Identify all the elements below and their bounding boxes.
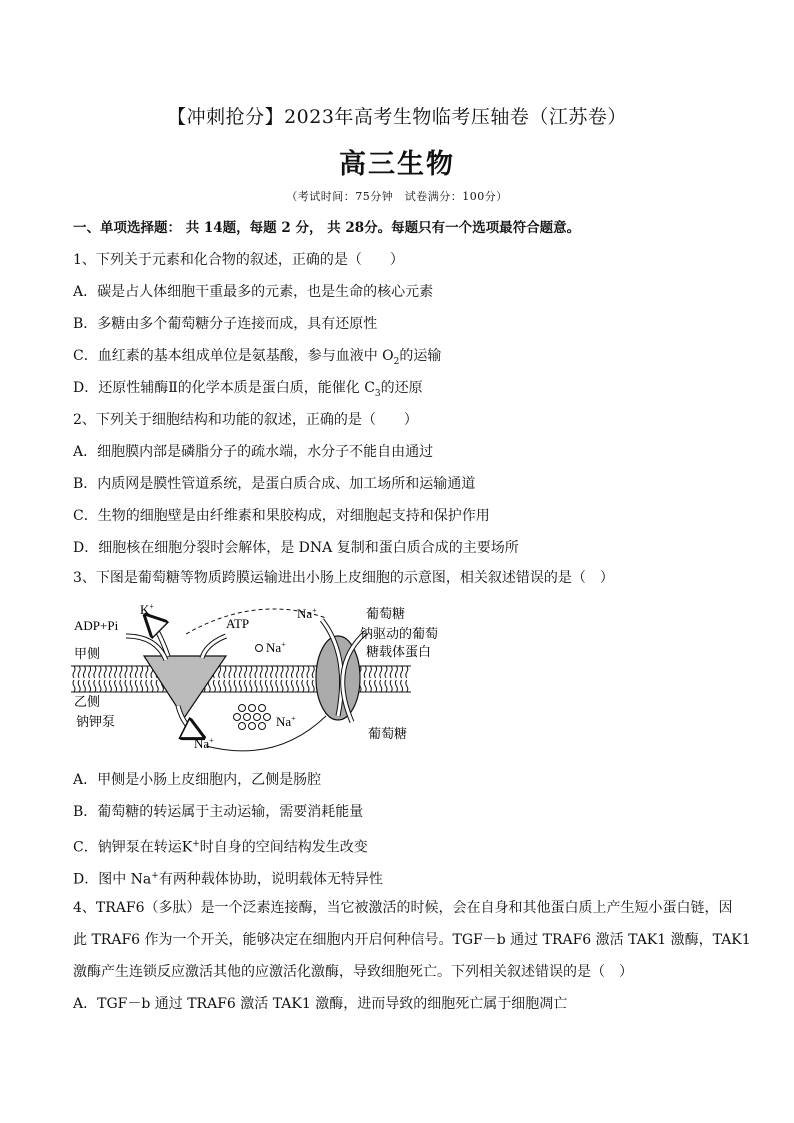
q2-option-b: B．内质网是膜性管道系统，是蛋白质合成、加工场所和运输通道 <box>73 476 476 492</box>
label-adp-pi: ADP+Pi <box>74 618 119 633</box>
membrane-transport-diagram <box>66 596 439 756</box>
q3-option-a: A．甲侧是小肠上皮细胞内，乙侧是肠腔 <box>73 772 322 788</box>
q3-option-d <box>73 866 753 890</box>
q1-option-c-text: C．血红素的基本组成单位是氨基酸，参与血液中 O <box>73 348 394 364</box>
label-side-a: 甲侧 <box>74 646 101 661</box>
q2-option-a: A．细胞膜内部是磷脂分子的疏水端，水分子不能自由通过 <box>73 444 434 460</box>
na-ion-cluster <box>234 705 271 730</box>
q3-option-b: B．葡萄糖的转运属于主动运输，需要消耗能量 <box>73 804 364 820</box>
subject-title: 高三生物 <box>339 149 455 180</box>
na-ion <box>256 645 263 652</box>
label-na-bottom-mid: Na+ <box>276 714 296 729</box>
q4-option-a: A．TGF－b 通过 TRAF6 激活 TAK1 激酶，进而导致的细胞死亡属于细胞凋亡 <box>73 996 568 1012</box>
q4-stem-line3: 激酶产生连锁反应激活其他的应激活化激酶，导致细胞死亡。下列相关叙述错误的是（ ） <box>73 964 633 980</box>
q1-option-d <box>73 378 753 404</box>
q1-option-d-text: D．还原性辅酶Ⅱ的化学本质是蛋白质，能催化 C <box>73 380 375 396</box>
q2-option-c: C．生物的细胞壁是由纤维素和果胶构成，对细胞起支持和保护作用 <box>73 508 490 524</box>
q1-option-c-sub: 2 <box>393 356 400 367</box>
q1-option-d-tail: 的还原 <box>380 380 423 396</box>
q1-option-b: B．多糖由多个葡萄糖分子连接而成，具有还原性 <box>73 316 378 332</box>
label-carrier-line1: 钠驱动的葡萄 <box>360 626 439 641</box>
atp-arrow <box>202 636 226 658</box>
sodium-potassium-pump <box>144 656 226 718</box>
q3-stem: 3、下图是葡萄糖等物质跨膜运输进出小肠上皮细胞的示意图，相关叙述错误的是（ ） <box>73 570 614 586</box>
label-na-top-mid: Na+ <box>266 640 286 655</box>
q1-option-a: A．碳是占人体细胞干重最多的元素，也是生命的核心元素 <box>73 284 434 300</box>
q3-option-d-sup: + <box>151 871 159 881</box>
label-na-bottom-left: Na+ <box>194 736 214 751</box>
q1-stem: 1、下列关于元素和化合物的叙述，正确的是（ ） <box>73 252 404 268</box>
label-carrier-line2: 糖载体蛋白 <box>366 644 432 659</box>
q4-stem-line1: 4、TRAF6（多肽）是一个泛素连接酶，当它被激活的时候，会在自身和其他蛋白质上产生短小蛋白链，因 <box>73 900 733 916</box>
q2-stem: 2、下列关于细胞结构和功能的叙述，正确的是（ ） <box>73 412 418 428</box>
q4-stem-line2: 此 TRAF6 作为一个开关，能够决定在细胞内开启何种信号。TGF－b 通过 TRAF6 激活 TAK1 激酶，TAK1 <box>73 932 751 948</box>
section-heading: 一、单项选择题： 共 14题，每题 2 分， 共 28分。每题只有一个选项最符合题意。 <box>73 220 581 236</box>
label-glucose-top: 葡萄糖 <box>366 606 406 621</box>
q3-option-d-tail: 有两种载体协助，说明载体无特异性 <box>158 871 383 888</box>
q2-option-d: D．细胞核在细胞分裂时会解体，是 DNA 复制和蛋白质合成的主要场所 <box>73 540 519 556</box>
label-pump: 钠钾泵 <box>76 714 116 729</box>
label-k: K+ <box>140 602 154 617</box>
q1-option-c <box>73 346 753 372</box>
bottom-arc <box>206 716 326 751</box>
q3-option-d-text: D．图中 Na <box>73 871 152 888</box>
q3-option-c <box>73 834 753 858</box>
label-side-b: 乙侧 <box>74 694 101 709</box>
label-glucose-bottom: 葡萄糖 <box>368 726 408 741</box>
q1-option-c-tail: 的运输 <box>399 348 442 364</box>
q3-option-c-tail: 时自身的空间结构发生改变 <box>199 839 368 856</box>
q3-option-c-ion: K <box>181 839 193 856</box>
q3-option-c-sup: + <box>192 839 200 849</box>
q1-option-d-sub: 3 <box>374 388 381 399</box>
label-na-top-right: Na+ <box>297 606 317 621</box>
label-atp: ATP <box>226 616 250 631</box>
paper-title: 【冲刺抢分】2023年高考生物临考压轴卷（江苏卷） <box>167 106 627 128</box>
exam-info: （考试时间：75分钟 试卷满分：100分） <box>286 190 508 203</box>
q3-option-c-text: C．钠钾泵在转运 <box>73 839 182 856</box>
